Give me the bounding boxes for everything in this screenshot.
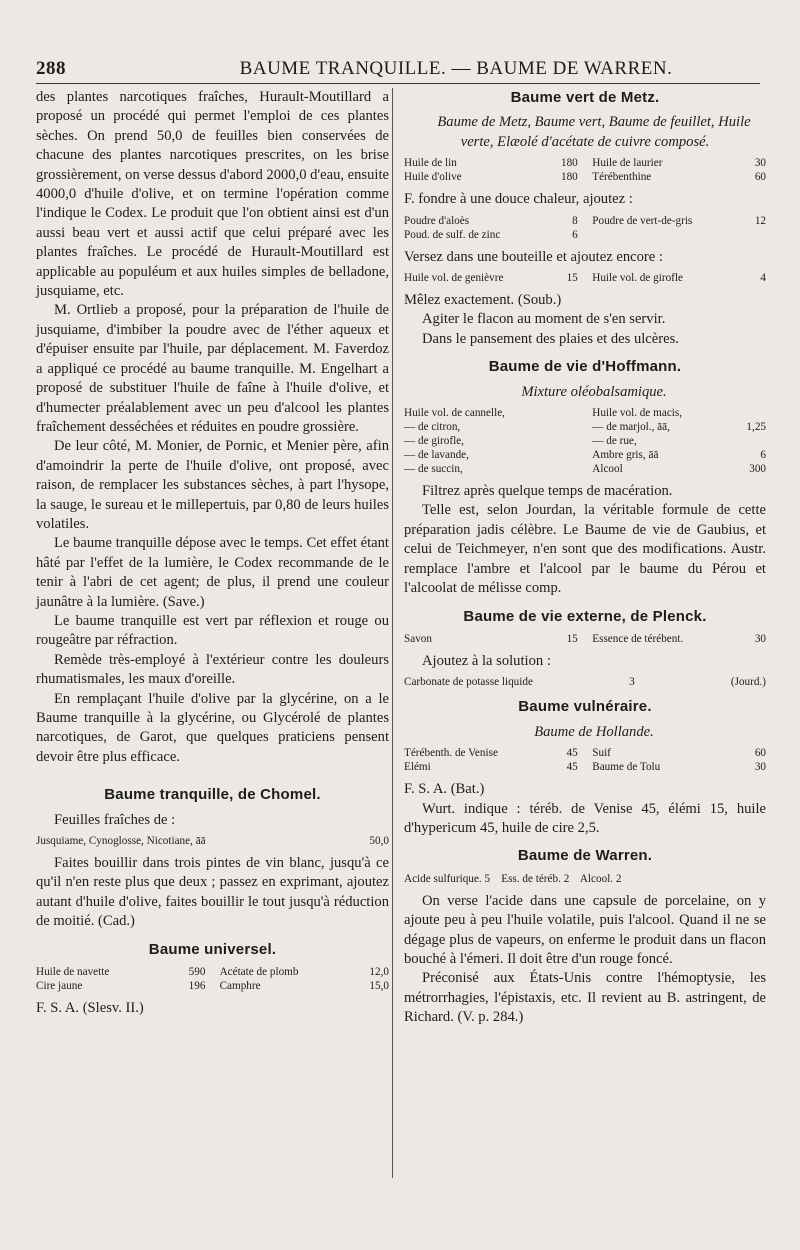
ingredient-quantity: 300 bbox=[749, 463, 766, 476]
paragraph: Mêlez exactement. (Soub.) bbox=[404, 292, 562, 309]
paragraph: Versez dans une bouteille et ajoutez encore : bbox=[404, 248, 663, 265]
ingredient-quantity: 4 bbox=[760, 272, 766, 285]
ingredient-quantity: 12 bbox=[754, 214, 766, 227]
ingredient-quantity: 180 bbox=[560, 171, 578, 184]
ingredient-quantity: 180 bbox=[560, 157, 578, 170]
ingredient-list bbox=[404, 156, 766, 184]
ingredient-name: Essence de térébent. bbox=[592, 632, 684, 645]
ingredient-name: Ambre gris, āā bbox=[592, 449, 659, 462]
section-subtitle: Mixture oléobalsamique. bbox=[521, 383, 667, 400]
ingredient-quantity: 60 bbox=[754, 747, 766, 760]
paragraph: On verse l'acide dans une capsule de porcelaine, on y ajoute peu à peu l'huile volatile, puis l'alcool. Quand il ne se dégage plus de vapeurs, on enferme le produit dans un flacon bouché à l'émeri. Il doit être d'un rouge foncé. bbox=[404, 892, 766, 967]
ingredient-name: Baume de Tolu bbox=[592, 761, 661, 774]
ingredient-quantity: 15 bbox=[566, 632, 578, 645]
ingredient-quantity: 50,0 bbox=[369, 835, 389, 848]
left-column bbox=[36, 88, 389, 1018]
section-subtitle: Baume de Metz, Baume vert, Baume de feuillet, Huile verte, Elæolé d'acétate de cuivre composé. bbox=[437, 114, 751, 150]
ingredient-quantity: 8 bbox=[572, 214, 578, 227]
ingredient-quantity: 590 bbox=[188, 966, 206, 979]
ingredient-name: Acétate de plomb bbox=[219, 966, 299, 979]
ingredient-name: — de rue, bbox=[592, 435, 637, 448]
section-heading: Baume de vie d'Hoffmann. bbox=[488, 358, 682, 376]
source-citation: (Jourd.) bbox=[730, 676, 766, 689]
section-heading: Baume vert de Metz. bbox=[510, 89, 660, 106]
ingredient-name: Poudre de vert-de-gris bbox=[592, 214, 693, 227]
ingredient-quantity: 45 bbox=[566, 747, 578, 760]
ingredient-quantity: 1,25 bbox=[746, 421, 766, 434]
ingredient-name: Huile vol. de cannelle, bbox=[404, 407, 505, 420]
paragraph: En remplaçant l'huile d'olive par la glycérine, on a le Baume tranquille à la glycérine, ou Glycérolé de plantes narcotiques, de Garot, que quelques praticiens pensent devoir être plus efficace. bbox=[36, 690, 389, 765]
ingredient-name: — de lavande, bbox=[404, 449, 469, 462]
paragraph: Agiter le flacon au moment de s'en servir. bbox=[422, 311, 666, 328]
ingredient-list bbox=[404, 746, 766, 774]
section-heading: Baume de Warren. bbox=[517, 847, 653, 865]
ingredient-quantity: 60 bbox=[754, 171, 766, 184]
header-rule bbox=[36, 83, 760, 84]
ingredient-name: Huile d'olive bbox=[404, 171, 462, 184]
right-column bbox=[404, 88, 766, 1028]
ingredient-name: Huile de lin bbox=[404, 157, 457, 170]
section-heading: Baume vulnéraire. bbox=[518, 698, 652, 716]
paragraph: Le baume tranquille est vert par réflexion et rouge ou rougeâtre par réfraction. bbox=[36, 612, 389, 649]
ingredient-quantity: 196 bbox=[188, 980, 206, 993]
ingredient-quantity: 6 bbox=[760, 449, 766, 462]
ingredient-list bbox=[36, 834, 389, 848]
ingredient-name: Cire jaune bbox=[36, 980, 83, 993]
ingredient-list bbox=[404, 872, 766, 886]
ingredient-quantity: 45 bbox=[566, 761, 578, 774]
ingredient-name: — de succin, bbox=[404, 463, 463, 476]
paragraph: Faites bouillir dans trois pintes de vin blanc, jusqu'à ce qu'il n'en reste plus que deux ; passez en exprimant, ajoutez autant d'huile d'olive, faites bouillir le tout jusqu'à réduction de moitié. (Cad.) bbox=[36, 855, 389, 930]
ingredient-quantity: 12,0 bbox=[369, 966, 389, 979]
paragraph: Dans le pansement des plaies et des ulcères. bbox=[422, 330, 679, 347]
ingredient-name: Carbonate de potasse liquide bbox=[404, 676, 533, 689]
paragraph: F. S. A. (Bat.) bbox=[404, 781, 485, 798]
ingredient-line: Acide sulfurique. 5 Ess. de téréb. 2 Alcool. 2 bbox=[404, 872, 622, 885]
paragraph: Préconisé aux États-Unis contre l'hémoptysie, les métrorrhagies, l'épistaxis, etc. Il revient au B. astringent, de Richard. (V. p. 284.) bbox=[404, 970, 766, 1026]
ingredient-quantity: 15,0 bbox=[369, 980, 389, 993]
section-heading: Baume tranquille, de Chomel. bbox=[104, 786, 321, 804]
ingredient-name: Poud. de sulf. de zinc bbox=[404, 228, 501, 241]
ingredient-list bbox=[404, 271, 766, 285]
ingredient-list bbox=[404, 632, 766, 646]
ingredient-name: Elémi bbox=[404, 761, 431, 774]
ingredient-name: Savon bbox=[404, 632, 432, 645]
section-subtitle: Baume de Hollande. bbox=[534, 723, 654, 740]
ingredient-name: Huile vol. de genièvre bbox=[404, 272, 504, 285]
ingredient-name: Camphre bbox=[219, 980, 261, 993]
ingredient-name: Alcool bbox=[592, 463, 623, 476]
paragraph: Wurt. indique : téréb. de Venise 45, élémi 15, huile d'hypericum 45, huile de cire 2,5. bbox=[404, 800, 766, 836]
ingredient-name: — de marjol., āā, bbox=[592, 421, 670, 434]
running-title: BAUME TRANQUILLE. — BAUME DE WARREN. bbox=[239, 58, 673, 79]
paragraph: F. fondre à une douce chaleur, ajoutez : bbox=[404, 191, 633, 208]
section-heading: Baume universel. bbox=[148, 940, 277, 958]
ingredient-name: Térébenthine bbox=[592, 171, 652, 184]
ingredient-list bbox=[36, 965, 389, 993]
ingredient-quantity: 30 bbox=[754, 632, 766, 645]
ingredient-list bbox=[404, 675, 766, 689]
ingredient-quantity: 3 bbox=[629, 676, 635, 689]
section-heading: Baume de vie externe, de Plenck. bbox=[463, 607, 707, 625]
paragraph: Telle est, selon Jourdan, la véritable formule de cette préparation jadis célèbre. Le Baume de vie de Gaubius, et celui de Teichmeyer, n'en sont que des modifications. Austr. remplace l'ambre et l'alcool par le baume du Pérou et l'alcoolat de mélisse comp. bbox=[404, 502, 766, 597]
page-header bbox=[36, 54, 760, 82]
ingredient-name: Huile de navette bbox=[36, 966, 110, 979]
ingredient-list bbox=[404, 214, 766, 242]
paragraph: F. S. A. (Slesv. II.) bbox=[36, 1000, 144, 1017]
paragraph: Remède très-employé à l'extérieur contre les douleurs rhumatismales, les maux d'oreille. bbox=[36, 651, 389, 688]
ingredient-quantity: 30 bbox=[754, 761, 766, 774]
ingredient-list bbox=[404, 406, 766, 476]
ingredient-name: Huile vol. de girofle bbox=[592, 272, 683, 285]
ingredient-name: — de citron, bbox=[404, 421, 461, 434]
paragraph: De leur côté, M. Monier, de Pornic, et Menier père, afin d'amoindrir la perte de l'huile d'olive, ont proposé, avec raison, de remplacer les substances sèches, à part l'hysope, la sauge, le sureau et le millepertuis, par 0,80 de leurs huiles volatiles. bbox=[36, 438, 389, 532]
paragraph: des plantes narcotiques fraîches, Hurault-Moutillard a proposé un procédé qui permet l'emploi de ces plantes sèches. On prend 50,0 de feuilles bien conservées de chacune des plantes narcotiques prescrites, on les brise grossièrement, on verse dessus d'abord 2000,0 d'eau, ensuite 4000,0 d'huile d'olive, et on termine l'opération comme l'indique le Codex. Le produit que l'on obtient ainsi est d'un aussi beau vert et aussi actif que celui préparé avec les plantes fraîches. Le procédé de Hurault-Moutillard est applicable au populéum et aux huiles simples de belladone, jusquiame, etc. bbox=[36, 89, 389, 300]
ingredient-quantity: 6 bbox=[572, 228, 578, 241]
paragraph: Le baume tranquille dépose avec le temps. Cet effet étant hâté par l'effet de la lumière, le Codex recommande de le tenir à l'abri de cet agent; de plus, il prend une couleur jaunâtre à la lumière. (Save.) bbox=[36, 535, 389, 610]
ingredient-name: Huile vol. de macis, bbox=[592, 407, 683, 420]
ingredient-quantity: 15 bbox=[566, 272, 578, 285]
ingredient-name: Poudre d'aloès bbox=[404, 214, 470, 227]
paragraph: M. Ortlieb a proposé, pour la préparation de l'huile de jusquiame, d'imbiber la poudre avec de l'éther aqueux et d'épuiser ensuite par l'huile, par déplacement. M. Faverdoz a appliqué ce procédé au baume tranquille. M. Engelhart a proposé de substituer l'huile de faîne à l'huile d'olive, et d'humecter préalablement avec un peu d'alcool les plantes fraîchement desséchées et réduites en poudre grossière. bbox=[36, 302, 389, 435]
ingredient-name: Huile de laurier bbox=[592, 157, 663, 170]
ingredient-name: — de girofle, bbox=[404, 435, 464, 448]
column-divider bbox=[392, 88, 393, 1178]
ingredient-name: Jusquiame, Cynoglosse, Nicotiane, āā bbox=[36, 835, 206, 848]
ingredient-name: Térébenth. de Venise bbox=[404, 747, 498, 760]
ingredient-quantity: 30 bbox=[754, 157, 766, 170]
ingredient-name: Suif bbox=[592, 747, 611, 760]
paragraph: Filtrez après quelque temps de macération. bbox=[422, 483, 673, 500]
page-number: 288 bbox=[36, 58, 66, 79]
paragraph: Ajoutez à la solution : bbox=[422, 652, 551, 669]
paragraph: Feuilles fraîches de : bbox=[54, 811, 176, 828]
